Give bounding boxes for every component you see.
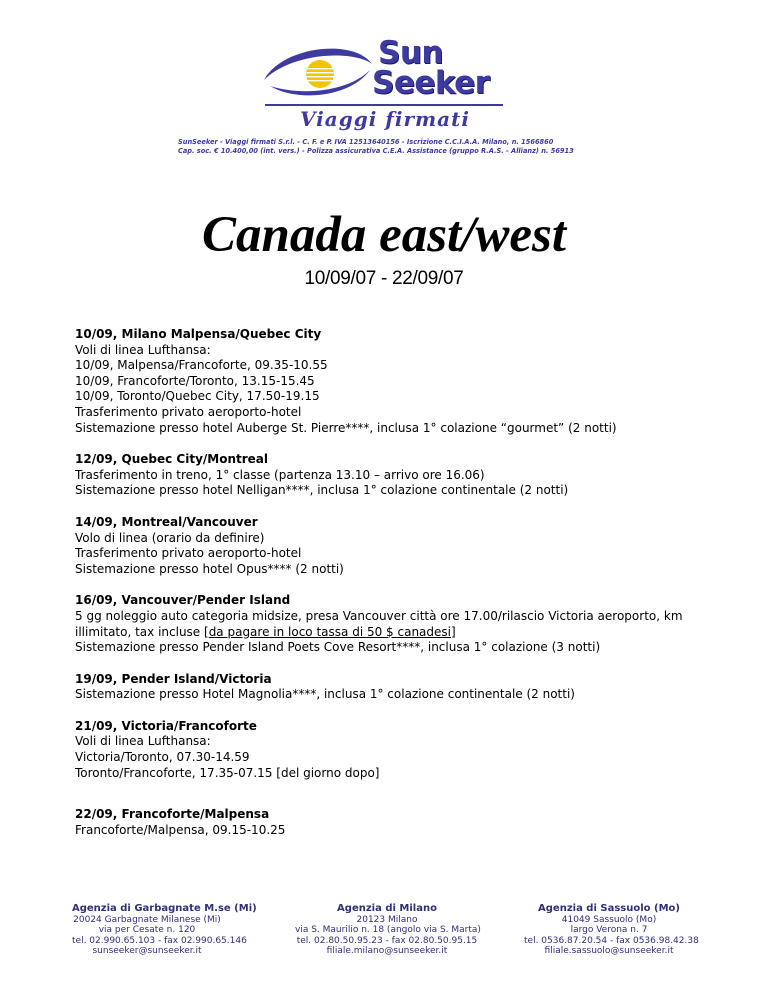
day-line: Sistemazione presso Pender Island Poets Cove Resort****, inclusa 1° colazione (3 notti) xyxy=(75,640,601,655)
day-line: Sistemazione presso hotel Opus**** (2 notti) xyxy=(75,561,344,576)
sunseeker-logo xyxy=(262,36,506,108)
car-rental-line xyxy=(75,609,715,640)
day-line: Toronto/Francoforte, 17.35-07.15 [del giorno dopo] xyxy=(75,765,380,780)
itinerary-day xyxy=(75,515,715,577)
tagline: Viaggi firmati xyxy=(300,107,470,131)
day-line: Victoria/Toronto, 07.30-14.59 xyxy=(75,750,250,765)
day-heading: 22/09, Francoforte/Malpensa xyxy=(75,807,270,822)
itinerary-day xyxy=(75,593,715,655)
agency-email[interactable]: filiale.milano@sunseeker.it xyxy=(326,946,448,956)
itinerary-day xyxy=(75,672,715,703)
itinerary-day xyxy=(75,452,715,499)
day-line: Sistemazione presso hotel Nelligan****, inclusa 1° colazione continentale (2 notti) xyxy=(75,483,569,498)
itinerary-day xyxy=(75,327,715,436)
day-line: Trasferimento in treno, 1° classe (partenza 13.10 – arrivo ore 16.06) xyxy=(75,467,485,482)
brand-name xyxy=(372,35,502,101)
day-line: Voli di linea Lufthansa: xyxy=(75,342,211,357)
itinerary xyxy=(75,327,715,854)
day-heading: 12/09, Quebec City/Montreal xyxy=(75,452,269,467)
day-heading: 16/09, Vancouver/Pender Island xyxy=(75,593,291,608)
car-rental-text: 5 gg noleggio auto categoria midsize, presa Vancouver città ore 17.00/rilascio Victoria aeroporto, km illimitato, tax incluse [ xyxy=(75,608,683,639)
agency-phone: tel. 0536.87.20.54 - fax 0536.98.42.38 xyxy=(524,935,699,946)
agency-address: 20123 Milano xyxy=(356,914,418,925)
sun-eye-icon xyxy=(262,40,374,104)
agency-street: via per Cesate n. 120 xyxy=(98,925,196,935)
page-title: Canada east/west xyxy=(201,207,567,263)
day-line: Francoforte/Malpensa, 09.15-10.25 xyxy=(75,822,286,837)
trip-dates: 10/09/07 - 22/09/07 xyxy=(304,268,464,289)
agency-sassuolo xyxy=(524,903,699,957)
company-info-line: SunSeeker - Viaggi firmati S.r.l. - C. F. e P. IVA 12513640156 - Iscrizione C.C.I.A.A. Milano, n. 1566860 xyxy=(178,138,554,146)
agency-street: via S. Maurilio n. 18 (angolo via S. Marta) xyxy=(295,925,481,935)
company-info xyxy=(178,138,598,156)
day-line: Sistemazione presso hotel Auberge St. Pierre****, inclusa 1° colazione “gourmet” (2 notti) xyxy=(75,420,617,435)
company-info-line: Cap. soc. € 10.400,00 (int. vers.) - Polizza assicurativa C.E.A. Assistance (gruppo R.A.S. - Allianz) n. 56913 xyxy=(178,147,574,155)
brand-word-sun: Sun xyxy=(378,35,443,71)
agency-milano xyxy=(295,904,479,957)
day-heading: 21/09, Victoria/Francoforte xyxy=(75,718,257,733)
agency-name: Agenzia di Garbagnate M.se (Mi) xyxy=(72,903,257,914)
day-line: Trasferimento privato aeroporto-hotel xyxy=(75,404,302,419)
agency-name: Agenzia di Sassuolo (Mo) xyxy=(538,903,680,914)
car-rental-bracket: ] xyxy=(451,624,456,639)
agency-street: largo Verona n. 7 xyxy=(570,925,648,935)
day-heading: 14/09, Montreal/Vancouver xyxy=(75,514,258,529)
day-heading: 19/09, Pender Island/Victoria xyxy=(75,671,272,686)
itinerary-day xyxy=(75,719,715,781)
agency-name: Agenzia di Milano xyxy=(337,903,437,914)
footer xyxy=(0,904,768,974)
agency-address: 41049 Sassuolo (Mo) xyxy=(561,914,657,925)
car-rental-note: da pagare in loco tassa di 50 $ canadesi xyxy=(208,624,451,639)
day-line: 10/09, Malpensa/Francoforte, 09.35-10.55 xyxy=(75,358,328,373)
agency-garbagnate xyxy=(72,903,257,957)
day-line: 10/09, Toronto/Quebec City, 17.50-19.15 xyxy=(75,389,320,404)
agency-phone: tel. 02.990.65.103 - fax 02.990.65.146 xyxy=(72,935,247,946)
logo-rule xyxy=(265,104,503,106)
day-line: Volo di linea (orario da definire) xyxy=(75,530,265,545)
day-line: Sistemazione presso Hotel Magnolia****, inclusa 1° colazione continentale (2 notti) xyxy=(75,687,575,702)
brand-word-seeker: Seeker xyxy=(372,65,490,101)
agency-address: 20024 Garbagnate Milanese (Mi) xyxy=(73,914,221,925)
day-heading: 10/09, Milano Malpensa/Quebec City xyxy=(75,327,322,341)
agency-phone: tel. 02.80.50.95.23 - fax 02.80.50.95.15 xyxy=(296,935,478,946)
agency-email[interactable]: sunseeker@sunseeker.it xyxy=(92,946,202,956)
itinerary-day xyxy=(75,807,715,838)
day-line: Trasferimento privato aeroporto-hotel xyxy=(75,546,302,561)
day-line: 10/09, Francoforte/Toronto, 13.15-15.45 xyxy=(75,373,315,388)
agency-email[interactable]: filiale.sassuolo@sunseeker.it xyxy=(544,946,674,956)
day-line: Voli di linea Lufthansa: xyxy=(75,734,211,749)
